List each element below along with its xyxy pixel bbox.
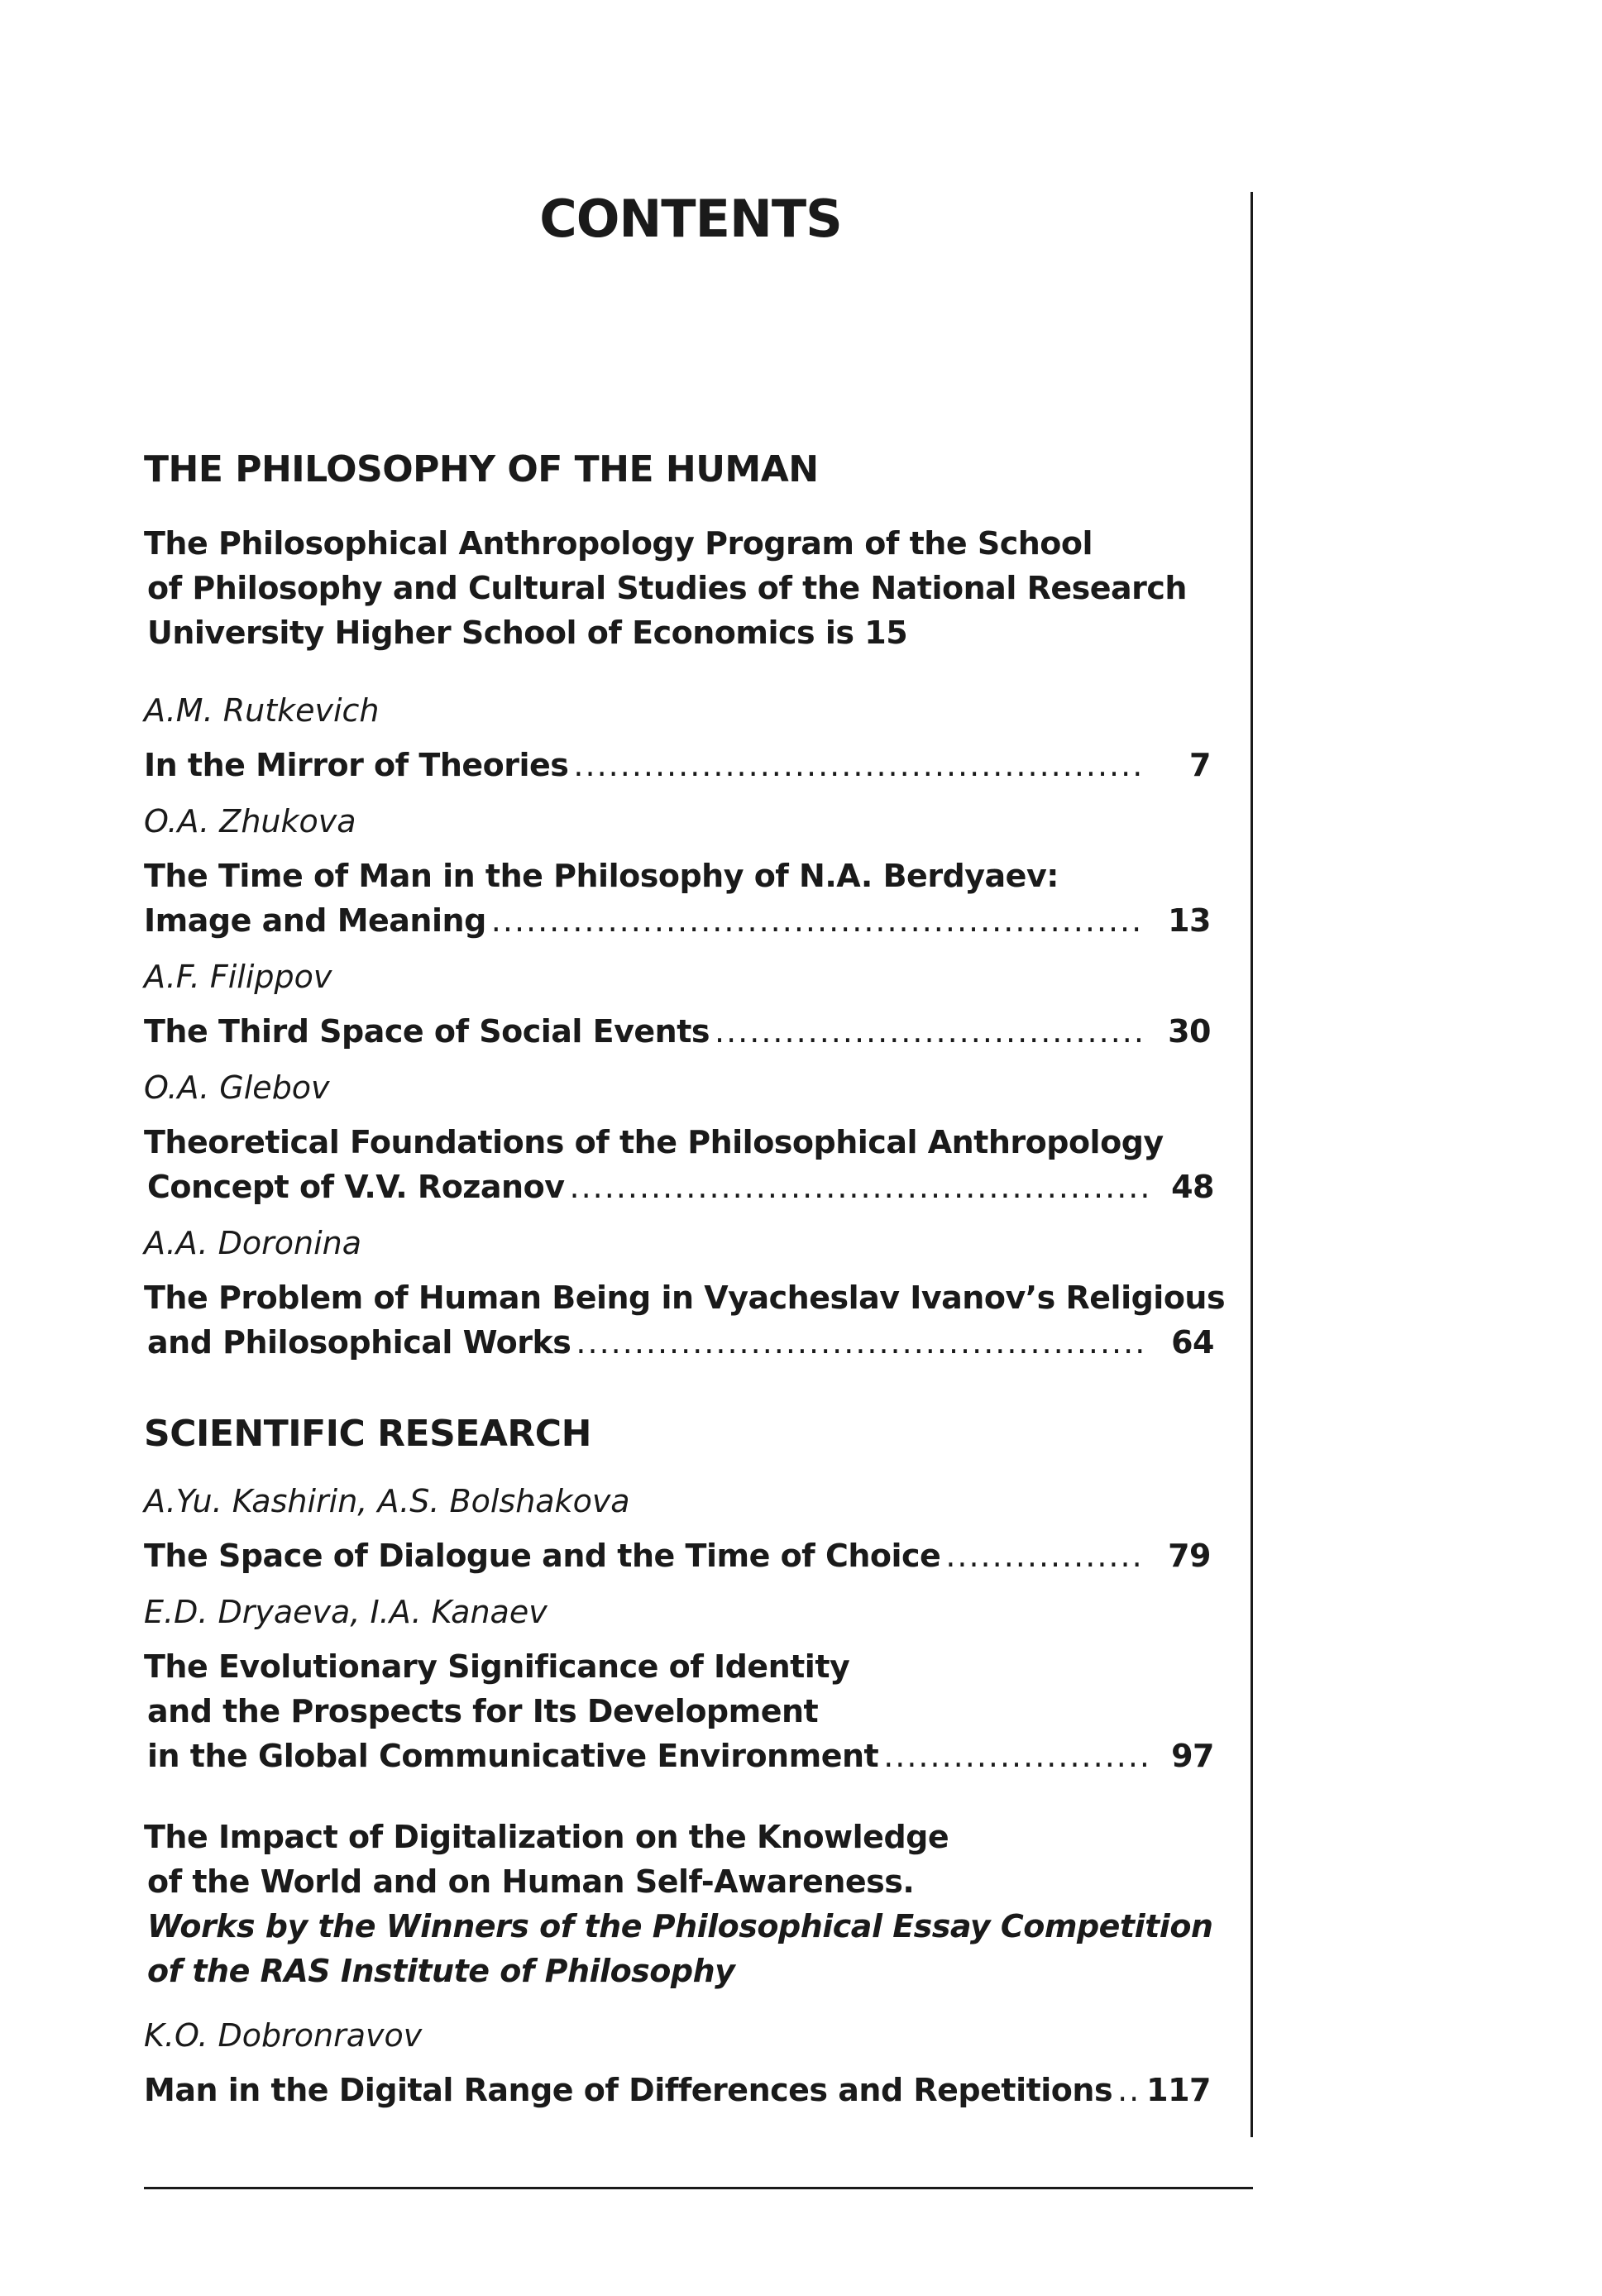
toc-subsection[interactable] xyxy=(144,1815,1211,1993)
entry-title-row xyxy=(144,2068,1211,2112)
entry-title: and the Prospects for Its Development xyxy=(147,1693,819,1729)
dot-leader xyxy=(573,743,1146,787)
dot-leader xyxy=(945,1533,1146,1578)
page-number: 48 xyxy=(1171,1169,1214,1205)
dot-leader xyxy=(715,1009,1146,1054)
intro-line: University Higher School of Economics is 15 xyxy=(147,615,908,651)
page-number: 13 xyxy=(1168,902,1211,939)
entry-author: A.A. Doronina xyxy=(144,1225,362,1261)
section-heading-philosophy-of-the-human: THE PHILOSOPHY OF THE HUMAN xyxy=(144,448,819,490)
entry-title-row xyxy=(144,1533,1211,1578)
entry-title: The Problem of Human Being in Vyacheslav Ivanov’s Religious xyxy=(144,1280,1226,1316)
entry-title: Image and Meaning xyxy=(144,902,486,939)
dot-leader xyxy=(570,1165,1150,1209)
dot-leader xyxy=(883,1734,1150,1778)
subsection-subtitle: Works by the Winners of the Philosophical Essay Competition xyxy=(147,1908,1213,1944)
entry-title-row xyxy=(144,1320,1214,1365)
subsection-title: of the World and on Human Self-Awareness. xyxy=(147,1863,915,1900)
page-number: 30 xyxy=(1168,1013,1211,1050)
dot-leader xyxy=(491,898,1146,943)
intro-line: of Philosophy and Cultural Studies of the National Research xyxy=(147,570,1187,606)
entry-title: In the Mirror of Theories xyxy=(144,747,569,783)
entry-author: O.A. Zhukova xyxy=(144,803,356,839)
page-number: 7 xyxy=(1189,747,1211,783)
entry-title: The Space of Dialogue and the Time of Choice xyxy=(144,1538,941,1574)
entry-title: Concept of V.V. Rozanov xyxy=(147,1169,565,1205)
dot-leader xyxy=(576,1320,1150,1365)
toc-entry[interactable] xyxy=(144,1593,1214,1778)
entry-title: The Evolutionary Significance of Identity xyxy=(144,1648,850,1685)
toc-entry[interactable] xyxy=(144,691,1211,787)
entry-author: K.O. Dobronravov xyxy=(144,2017,423,2054)
entry-title: Man in the Digital Range of Differences and Repetitions xyxy=(144,2072,1113,2108)
toc-entry[interactable] xyxy=(144,802,1211,943)
page-title: CONTENTS xyxy=(539,189,842,249)
entry-title-row xyxy=(144,898,1211,943)
section-heading-scientific-research: SCIENTIFIC RESEARCH xyxy=(144,1413,591,1455)
entry-title: The Time of Man in the Philosophy of N.A. Berdyaev: xyxy=(144,858,1059,894)
subsection-subtitle: of the RAS Institute of Philosophy xyxy=(147,1953,735,1989)
entry-author: A.M. Rutkevich xyxy=(144,692,380,729)
page-number: 117 xyxy=(1146,2072,1211,2108)
toc-entry[interactable] xyxy=(144,1224,1226,1365)
intro-line: The Philosophical Anthropology Program of the School xyxy=(144,525,1093,562)
entry-title-row xyxy=(144,1009,1211,1054)
entry-author: A.F. Filippov xyxy=(144,959,332,995)
page-number: 64 xyxy=(1171,1324,1214,1361)
entry-title-row xyxy=(144,1165,1214,1209)
page-number: 79 xyxy=(1168,1538,1211,1574)
toc-entry[interactable] xyxy=(144,1069,1214,1209)
entry-title: Theoretical Foundations of the Philosophical Anthropology xyxy=(144,1124,1164,1160)
toc-intro-entry[interactable] xyxy=(144,521,1211,655)
entry-title-row xyxy=(144,1734,1214,1778)
entry-author: O.A. Glebov xyxy=(144,1069,330,1106)
entry-title: The Third Space of Social Events xyxy=(144,1013,710,1050)
entry-author: A.Yu. Kashirin, A.S. Bolshakova xyxy=(144,1483,630,1519)
table-of-contents xyxy=(144,447,1226,2127)
subsection-title: The Impact of Digitalization on the Knowledge xyxy=(144,1819,949,1855)
bottom-rule xyxy=(144,2187,1253,2189)
dot-leader xyxy=(1117,2068,1141,2112)
toc-entry[interactable] xyxy=(144,1482,1211,1578)
toc-entry[interactable] xyxy=(144,2016,1211,2112)
entry-title-row xyxy=(144,743,1211,787)
entry-author: E.D. Dryaeva, I.A. Kanaev xyxy=(144,1594,548,1630)
page-number: 97 xyxy=(1171,1738,1214,1774)
entry-title: and Philosophical Works xyxy=(147,1324,571,1361)
entry-title: in the Global Communicative Environment xyxy=(147,1738,879,1774)
toc-entry[interactable] xyxy=(144,958,1211,1054)
vertical-rule xyxy=(1251,192,1253,2137)
